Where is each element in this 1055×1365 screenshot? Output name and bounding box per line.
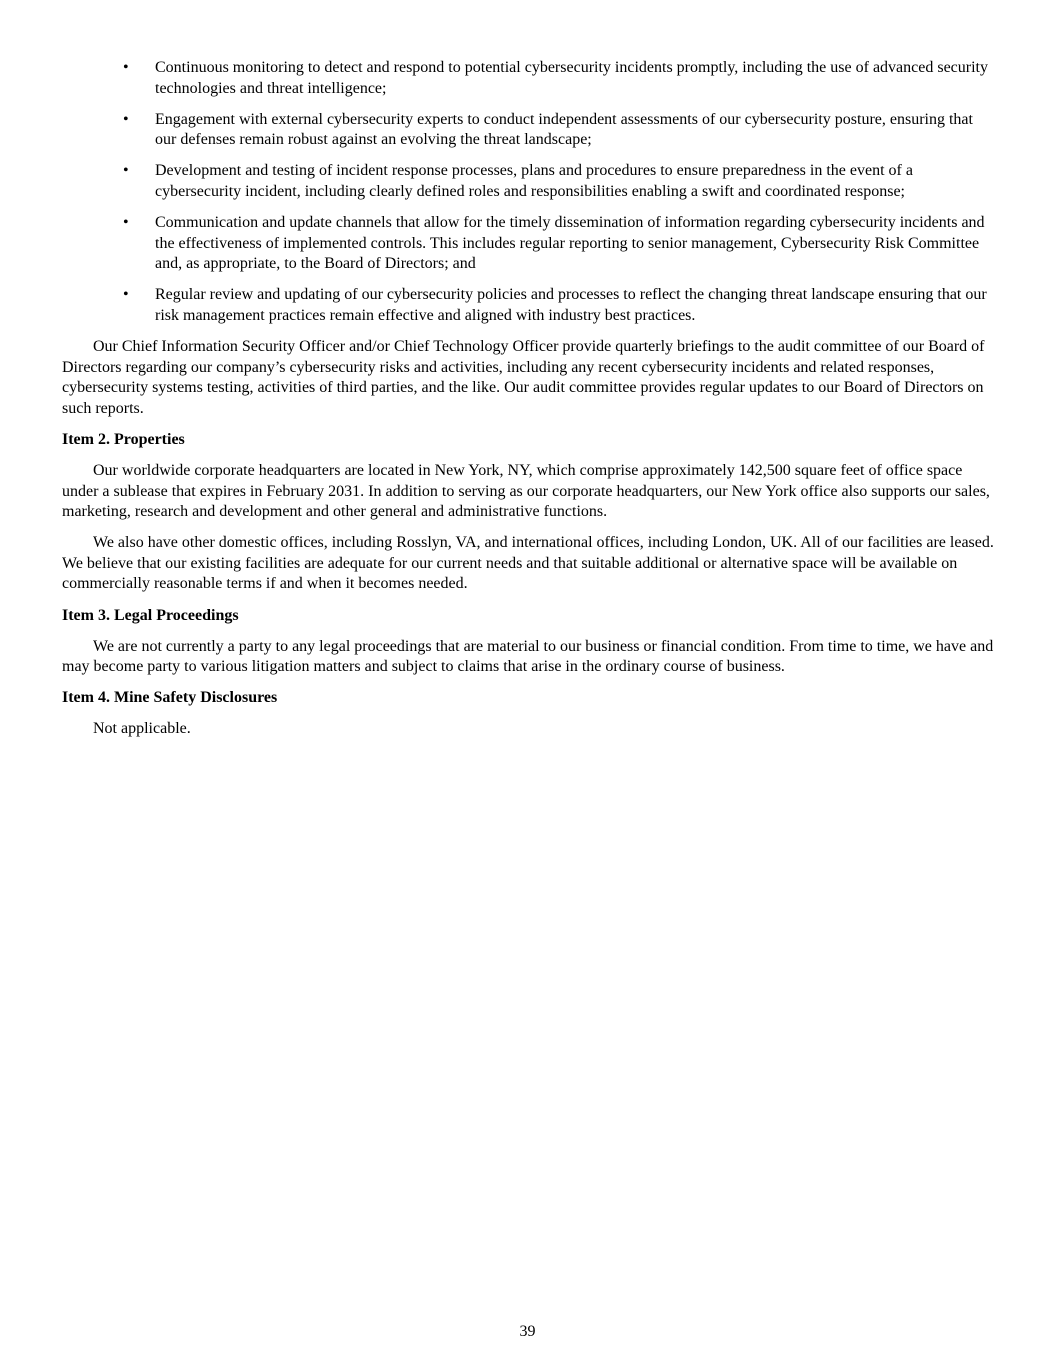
properties-paragraph-1: Our worldwide corporate headquarters are located in New York, NY, which comprise approximately 142,500 square feet of office space under a sublease that expires in February 2031. In addition to serving as our corporate headquarters, our New York office also supports our sales, marketing, research and development and other general and administrative functions.	[62, 462, 990, 521]
bullet-icon: •	[123, 59, 129, 76]
cybersecurity-bullet-list	[62, 58, 994, 327]
list-item	[62, 110, 994, 151]
ciso-briefing-paragraph: Our Chief Information Security Officer and/or Chief Technology Officer provide quarterly briefings to the audit committee of our Board of Directors regarding our company’s cybersecurity risks and activities, including any recent cybersecurity incidents and related responses, cybersecurity systems testing, activities of third parties, and the like. Our audit committee provides regular updates to our Board of Directors on such reports.	[62, 338, 985, 417]
bullet-icon: •	[123, 286, 129, 304]
item-2-heading: Item 2. Properties	[62, 430, 185, 448]
bullet-icon: •	[123, 110, 129, 128]
list-item	[62, 213, 994, 275]
list-item	[62, 161, 994, 202]
list-item	[62, 58, 994, 99]
bullet-icon: •	[123, 162, 129, 180]
item-4-heading: Item 4. Mine Safety Disclosures	[62, 689, 278, 707]
legal-proceedings-paragraph: We are not currently a party to any legal proceedings that are material to our business or financial condition. From time to time, we have and may become party to various litigation matters and subject to claims that arise in the ordinary course of business.	[62, 637, 994, 676]
list-item-text: Continuous monitoring to detect and respond to potential cybersecurity incidents promptly, including the use of advanced security technologies and threat intelligence;	[155, 59, 988, 97]
bullet-icon: •	[123, 214, 129, 232]
list-item	[62, 285, 994, 326]
list-item-text: Communication and update channels that allow for the timely dissemination of information regarding cybersecurity incidents and the effectiveness of implemented controls. This includes regular reporting to senior management, Cybersecurity Risk Committee and, as appropriate, to the Board of Directors; and	[155, 214, 985, 273]
list-item-text: Development and testing of incident response processes, plans and procedures to ensure preparedness in the event of a cybersecurity incident, including clearly defined roles and responsibilities enabling a swift and coordinated response;	[155, 162, 913, 200]
document-body	[62, 58, 994, 751]
mine-safety-paragraph: Not applicable.	[93, 720, 191, 738]
page-number: 39	[519, 1323, 536, 1340]
item-3-heading: Item 3. Legal Proceedings	[62, 606, 239, 624]
list-item-text: Engagement with external cybersecurity experts to conduct independent assessments of our cybersecurity posture, ensuring that our defenses remain robust against an evolving the threat landscape;	[155, 110, 973, 149]
properties-paragraph-2: We also have other domestic offices, including Rosslyn, VA, and international offices, including London, UK. All of our facilities are leased. We believe that our existing facilities are adequate for our current needs and that suitable additional or alternative space will be available on commercially reasonable terms if and when it becomes needed.	[62, 534, 994, 593]
list-item-text: Regular review and updating of our cybersecurity policies and processes to reflect the changing threat landscape ensuring that our risk management practices remain effective and aligned with industry best practices.	[155, 286, 987, 324]
